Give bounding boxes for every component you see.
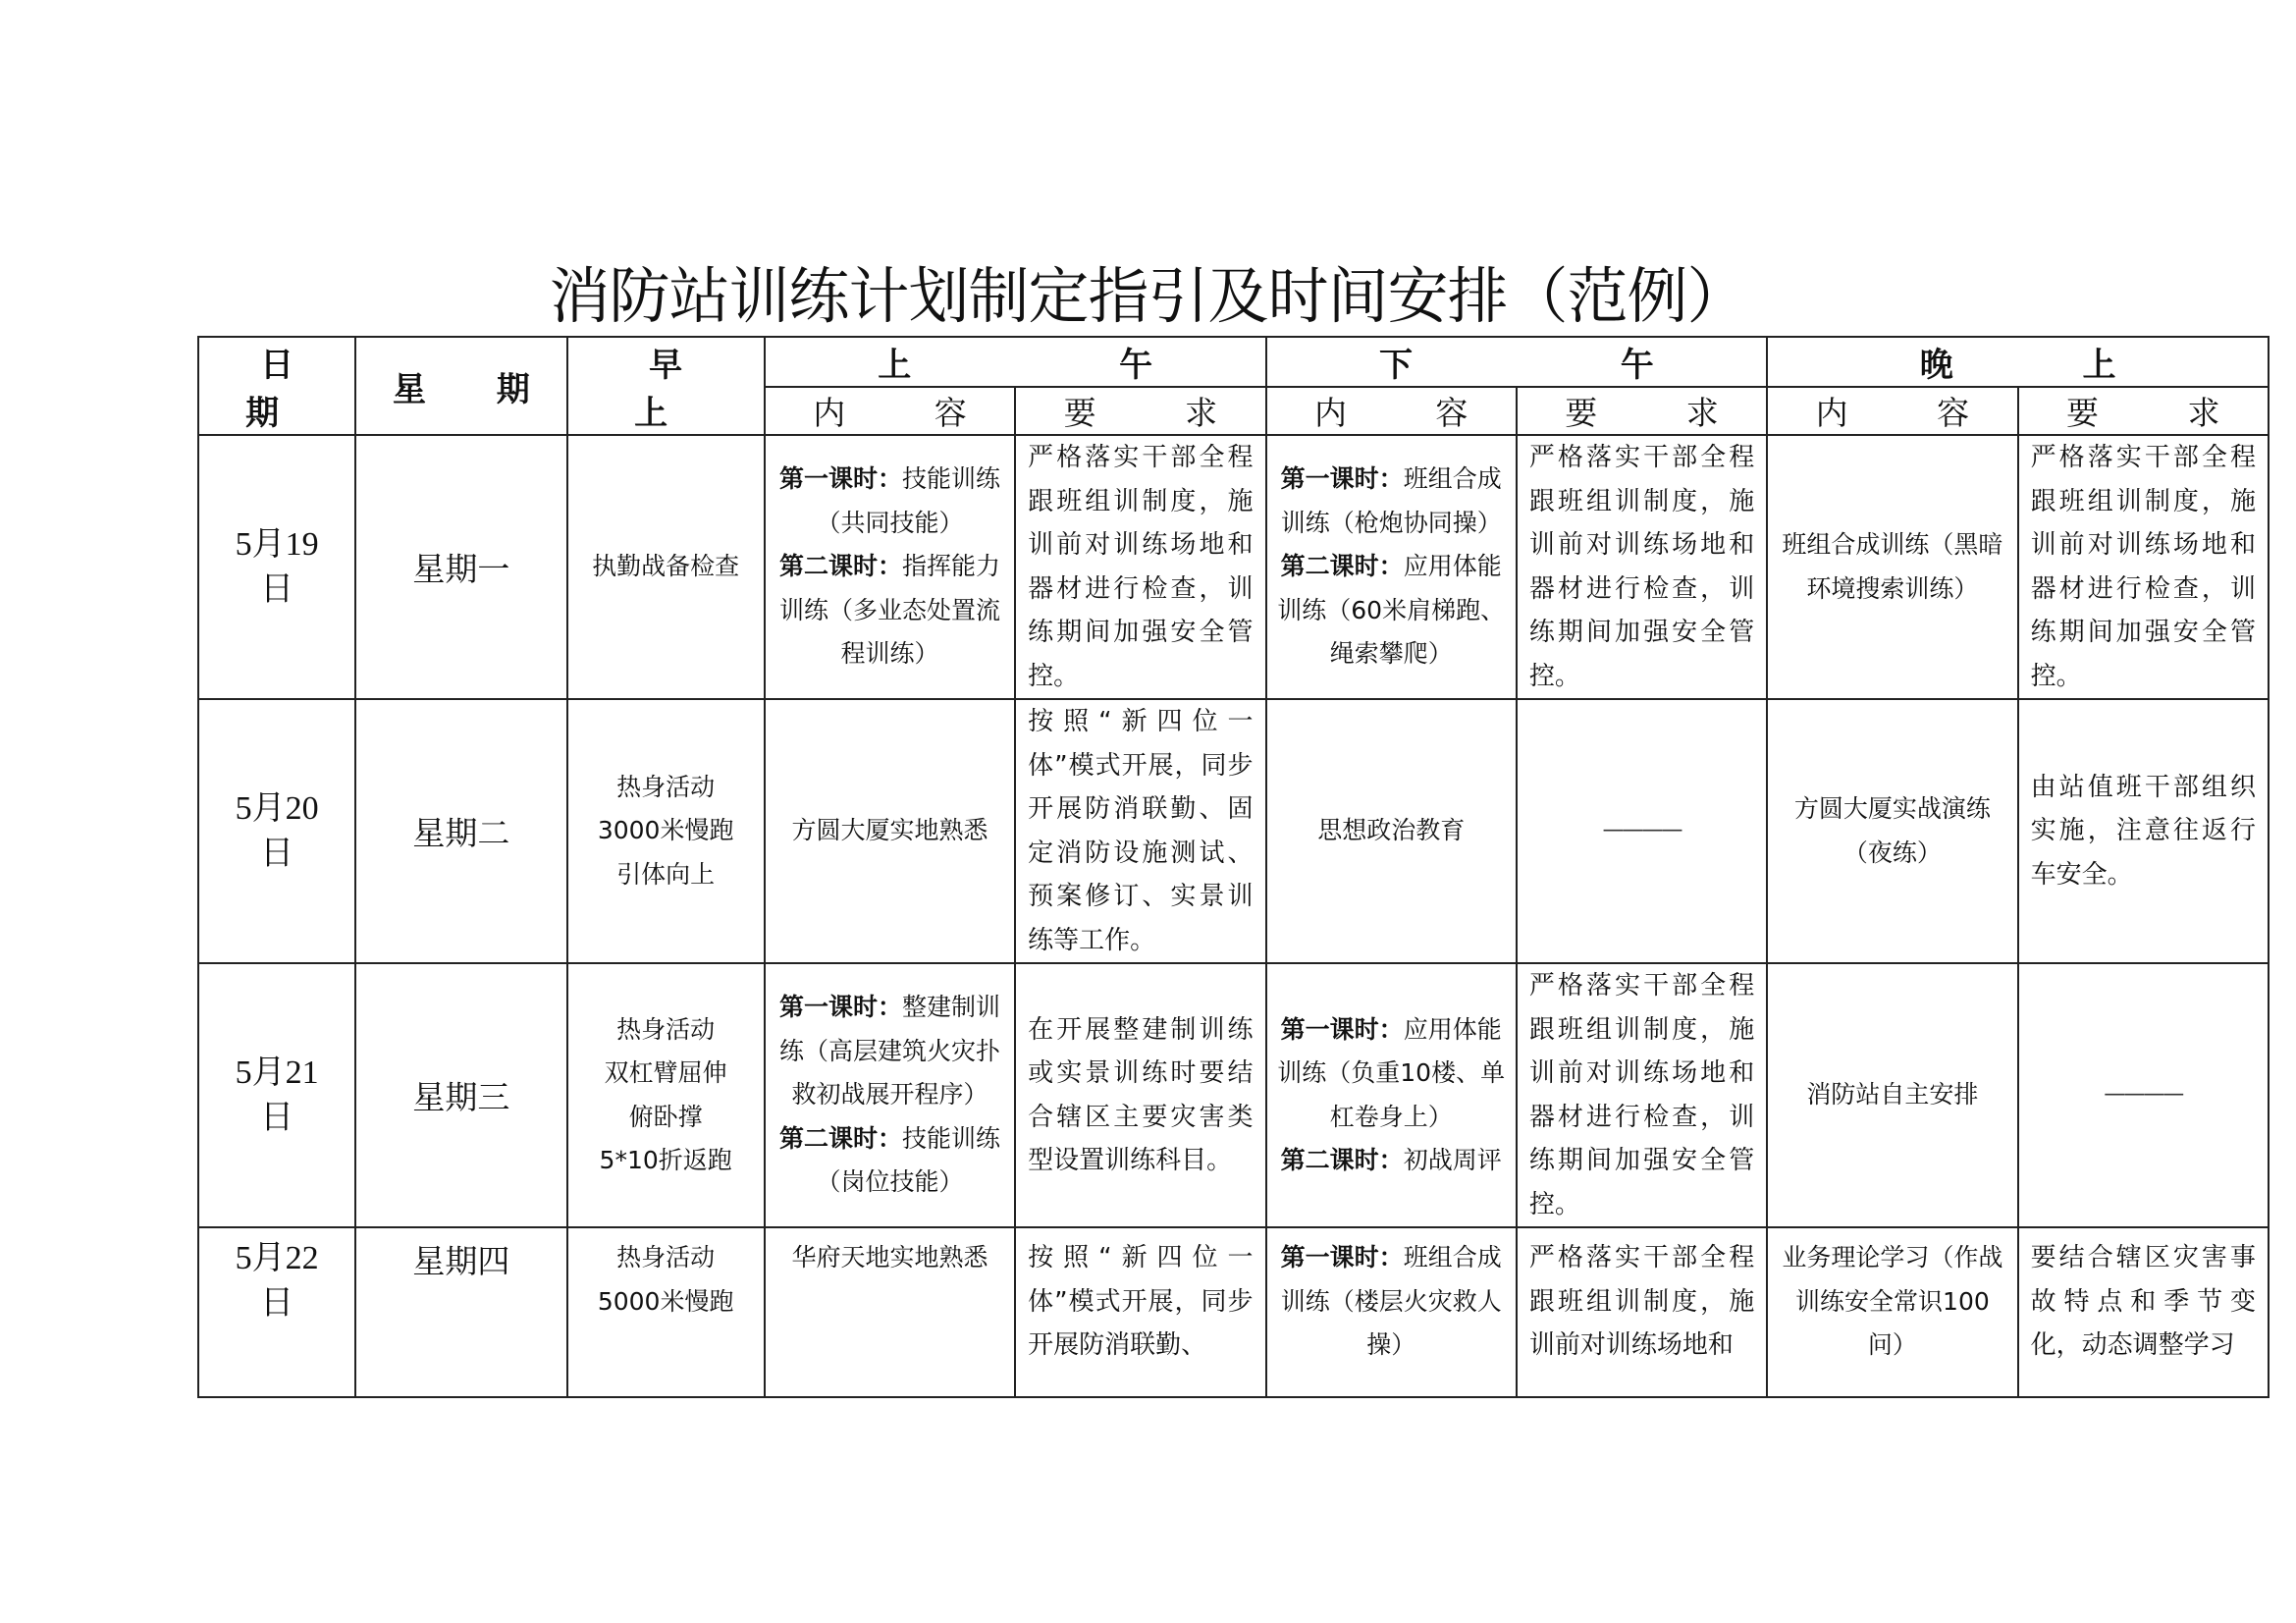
early-cell: [567, 1227, 765, 1397]
am-content-cell: [765, 435, 1015, 699]
pm-requirement-cell: ————: [1517, 699, 1767, 963]
weekday-cell: 星期四: [355, 1227, 566, 1397]
date-day-suffix: 日: [260, 1285, 294, 1322]
header-pm-content: 内 容: [1266, 387, 1517, 435]
early-line: 热身活动: [616, 1243, 716, 1271]
early-line: 3000米慢跑: [597, 816, 734, 845]
session-1-text: 整建制训练（高层建筑火灾扑救初战展开程序）: [778, 993, 1000, 1109]
pm-requirement-cell: 严格落实干部全程跟班组训制度，施训前对训练场地和: [1517, 1227, 1767, 1397]
header-am-requirement: 要 求: [1015, 387, 1265, 435]
header-evening: 晚 上: [1767, 337, 2269, 387]
table-row: [198, 1227, 2269, 1397]
eve-content-cell: 消防站自主安排: [1767, 963, 2017, 1227]
session-1-text: 班组合成训练（枪炮协同操）: [1280, 464, 1502, 537]
pm-content-cell: 思想政治教育: [1266, 699, 1517, 963]
session-1-label: 第一课时：: [778, 464, 902, 494]
am-requirement-cell: 在开展整建制训练或实景训练时要结合辖区主要灾害类型设置训练科目。: [1015, 963, 1265, 1227]
table-row: [198, 699, 2269, 963]
eve-content-cell: 业务理论学习（作战训练安全常识100问）: [1767, 1227, 2017, 1397]
date-text: 5月21: [235, 1054, 319, 1091]
early-line: 执勤战备检查: [592, 552, 740, 581]
session-1-label: 第一课时：: [1280, 464, 1404, 494]
date-day-suffix: 日: [260, 570, 294, 608]
eve-requirement-cell: 由站值班干部组织实施，注意往返行车安全。: [2018, 699, 2269, 963]
pm-content-cell: [1266, 435, 1517, 699]
session-2-text: 初战周评: [1403, 1146, 1502, 1174]
page-title: 消防站训练计划制定指引及时间安排（范例）: [549, 260, 1747, 332]
early-line: 5*10折返跑: [599, 1146, 732, 1174]
header-date: 日 期: [198, 337, 355, 435]
date-text: 5月22: [235, 1240, 319, 1276]
early-line: 引体向上: [616, 859, 716, 889]
weekday-cell: 星期二: [355, 699, 566, 963]
table-row: [198, 963, 2269, 1227]
early-cell: [567, 699, 765, 963]
header-row-main: [198, 337, 2269, 387]
session-2-text: 指挥能力训练（多业态处置流程训练）: [778, 552, 1000, 669]
weekday-cell: 星期三: [355, 963, 566, 1227]
pm-requirement-cell: 严格落实干部全程跟班组训制度，施训前对训练场地和器材进行检查，训练期间加强安全管控。: [1517, 963, 1767, 1227]
am-content-cell: 方圆大厦实地熟悉: [765, 699, 1015, 963]
header-am-content: 内 容: [765, 387, 1015, 435]
pm-requirement-cell: 严格落实干部全程跟班组训制度，施训前对训练场地和器材进行检查，训练期间加强安全管控。: [1517, 435, 1767, 699]
eve-requirement-cell: ————: [2018, 963, 2269, 1227]
header-eve-content: 内 容: [1767, 387, 2017, 435]
am-requirement-cell: 按照“新四位一体”模式开展，同步开展防消联勤、: [1015, 1227, 1265, 1397]
session-1-text: 技能训练（共同技能）: [816, 464, 1000, 537]
session-2-label: 第二课时：: [1280, 1146, 1404, 1174]
early-cell: [567, 963, 765, 1227]
session-1-text: 应用体能训练（负重10楼、单杠卷身上）: [1277, 1014, 1506, 1131]
session-2-label: 第二课时：: [778, 1123, 902, 1153]
eve-content-cell: 方圆大厦实战演练（夜练）: [1767, 699, 2017, 963]
early-line: 俯卧撑: [628, 1102, 703, 1131]
date-cell: [198, 963, 355, 1227]
early-line: 双杠臂屈伸: [604, 1058, 727, 1087]
am-requirement-cell: 按照“新四位一体”模式开展，同步开展防消联勤、固定消防设施测试、预案修订、实景训练等工作。: [1015, 699, 1265, 963]
date-text: 5月19: [235, 525, 319, 563]
early-line: 热身活动: [616, 772, 716, 801]
am-requirement-cell: 严格落实干部全程跟班组训制度，施训前对训练场地和器材进行检查，训练期间加强安全管控。: [1015, 435, 1265, 699]
pm-content-cell: [1266, 1227, 1517, 1397]
weekday-cell: 星期一: [355, 435, 566, 699]
eve-requirement-cell: 严格落实干部全程跟班组训制度，施训前对训练场地和器材进行检查，训练期间加强安全管控。: [2018, 435, 2269, 699]
date-day-suffix: 日: [260, 835, 294, 872]
date-text: 5月20: [235, 789, 319, 827]
session-1-text: 班组合成训练（楼层火灾救人操）: [1280, 1243, 1502, 1359]
header-afternoon: 下 午: [1266, 337, 1768, 387]
am-content-cell: 华府天地实地熟悉: [765, 1227, 1015, 1397]
early-line: 热身活动: [616, 1014, 716, 1044]
session-1-label: 第一课时：: [778, 993, 902, 1022]
header-eve-requirement: 要 求: [2018, 387, 2269, 435]
eve-requirement-cell: 要结合辖区灾害事故特点和季节变化，动态调整学习: [2018, 1227, 2269, 1397]
date-cell: [198, 1227, 355, 1397]
early-line: 5000米慢跑: [597, 1286, 734, 1316]
session-2-text: 应用体能训练（60米肩梯跑、绳索攀爬）: [1277, 552, 1506, 669]
date-cell: [198, 699, 355, 963]
header-morning: 上 午: [765, 337, 1266, 387]
eve-content-cell: 班组合成训练（黑暗环境搜索训练）: [1767, 435, 2017, 699]
header-early-morning: 早 上: [567, 337, 765, 435]
date-cell: [198, 435, 355, 699]
session-2-label: 第二课时：: [778, 552, 902, 581]
date-day-suffix: 日: [260, 1099, 294, 1136]
session-1-label: 第一课时：: [1280, 1014, 1404, 1044]
header-weekday: 星 期: [355, 337, 566, 435]
pm-content-cell: [1266, 963, 1517, 1227]
am-content-cell: [765, 963, 1015, 1227]
early-cell: [567, 435, 765, 699]
session-2-label: 第二课时：: [1280, 552, 1404, 581]
session-2-text: 技能训练（岗位技能）: [816, 1123, 1000, 1197]
table-row: [198, 435, 2269, 699]
training-plan-table: [197, 336, 2269, 1398]
session-1-label: 第一课时：: [1280, 1243, 1404, 1271]
header-pm-requirement: 要 求: [1517, 387, 1767, 435]
